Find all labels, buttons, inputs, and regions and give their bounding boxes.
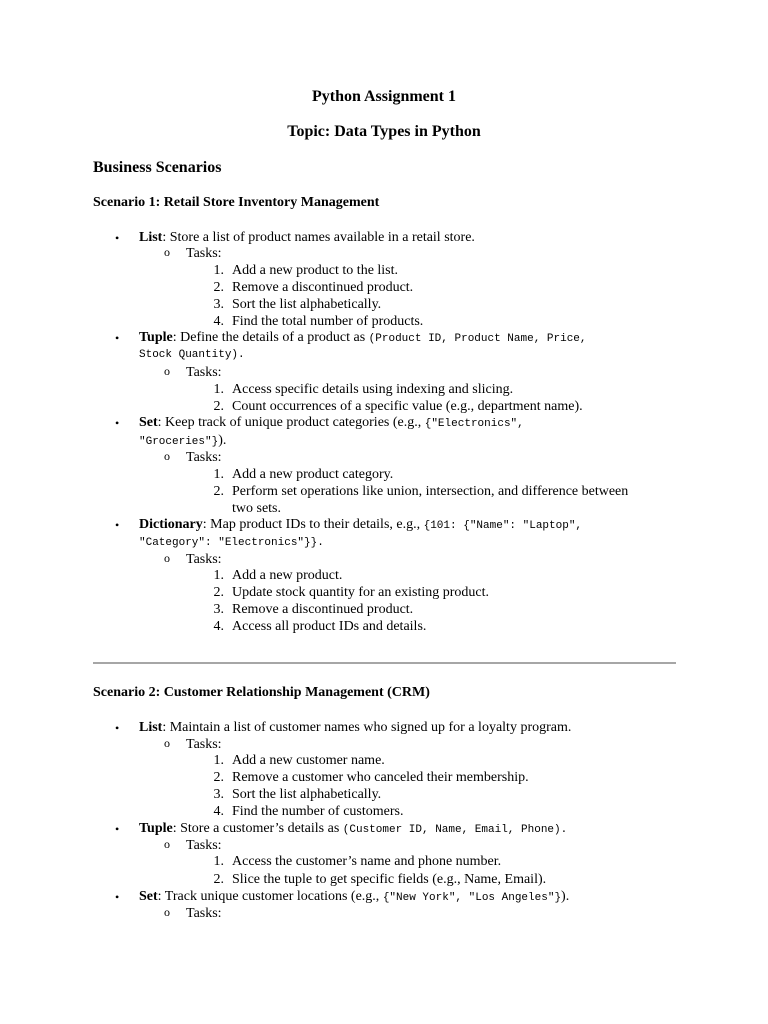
scenario-2-heading: Scenario 2: Customer Relationship Management (CRM) [93, 685, 430, 700]
s2-list-desc: : Maintain a list of customer names who signed up for a loyalty program. [162, 720, 572, 735]
document-topic: Topic: Data Types in Python [287, 123, 481, 140]
s2-list-item [139, 719, 571, 736]
horizontal-rule [93, 662, 676, 664]
s2-set-desc: : Track unique customer locations (e.g., [157, 889, 383, 904]
task-number: 4. [213, 619, 224, 634]
s1-tuple-code: (Product ID, Product Name, Price, [368, 333, 587, 345]
bullet-icon: • [115, 231, 120, 245]
s1-set-code: {"Electronics", [424, 418, 524, 430]
task-text: Find the number of customers. [232, 804, 404, 819]
sub-bullet-icon: o [164, 551, 170, 565]
task-text: Update stock quantity for an existing product. [232, 585, 489, 600]
s1-list-item [139, 229, 475, 246]
task-text: Remove a discontinued product. [232, 280, 414, 295]
task-number: 2. [213, 484, 224, 499]
s2-set-code: {"New York", "Los Angeles"} [382, 892, 562, 904]
section-heading: Business Scenarios [93, 159, 222, 176]
task-text: Access the customer’s name and phone number. [232, 854, 502, 869]
task-text: Access all product IDs and details. [232, 619, 427, 634]
s1-dict-label: Dictionary [139, 517, 203, 532]
s2-tuple-tasks-label: Tasks: [186, 838, 222, 853]
s2-set-tasks-label: Tasks: [186, 906, 222, 921]
task-text: Sort the list alphabetically. [232, 787, 382, 802]
s2-list-tasks-label: Tasks: [186, 737, 222, 752]
sub-bullet-icon: o [164, 837, 170, 851]
bullet-icon: • [115, 890, 120, 904]
s1-tuple-code-cont: Stock Quantity). [139, 349, 245, 361]
task-text: Perform set operations like union, intersection, and difference between [232, 484, 629, 499]
s1-list-label: List [139, 230, 163, 245]
s1-set-tasks-label: Tasks: [186, 450, 222, 465]
task-text: Sort the list alphabetically. [232, 297, 382, 312]
s1-list-desc: : Store a list of product names available in a retail store. [162, 230, 475, 245]
s2-set-label: Set [139, 889, 158, 904]
task-number: 2. [213, 399, 224, 414]
task-number: 4. [213, 804, 224, 819]
task-number: 1. [213, 753, 224, 768]
s2-set-tail: ). [561, 889, 570, 904]
s1-tuple-item [139, 329, 587, 348]
scenario-1-heading: Scenario 1: Retail Store Inventory Management [93, 195, 380, 210]
bullet-icon: • [115, 822, 120, 836]
bullet-icon: • [115, 721, 120, 735]
s1-dict-desc: : Map product IDs to their details, e.g., [202, 517, 424, 532]
document-title: Python Assignment 1 [311, 88, 457, 105]
sub-bullet-icon: o [164, 245, 170, 259]
task-text: Count occurrences of a specific value (e.g., department name). [232, 399, 583, 414]
s1-set-tail: ). [218, 433, 227, 448]
task-number: 1. [213, 854, 224, 869]
s2-tuple-code: (Customer ID, Name, Email, Phone). [342, 824, 568, 836]
task-text: Add a new product to the list. [232, 263, 399, 278]
task-text-cont: two sets. [232, 501, 281, 516]
bullet-icon: • [115, 416, 120, 430]
bullet-icon: • [115, 331, 120, 345]
task-number: 2. [213, 770, 224, 785]
sub-bullet-icon: o [164, 449, 170, 463]
task-number: 4. [213, 314, 224, 329]
task-number: 3. [213, 297, 224, 312]
task-number: 2. [213, 585, 224, 600]
task-number: 1. [213, 263, 224, 278]
task-number: 1. [213, 382, 224, 397]
sub-bullet-icon: o [164, 736, 170, 750]
task-text: Access specific details using indexing and slicing. [232, 382, 514, 397]
s1-set-desc: : Keep track of unique product categories (e.g., [157, 415, 425, 430]
task-number: 1. [213, 467, 224, 482]
task-number: 2. [213, 872, 224, 887]
task-text: Add a new customer name. [232, 753, 385, 768]
s1-set-label: Set [139, 415, 158, 430]
s1-dict-code: {101: {"Name": "Laptop", [423, 520, 583, 532]
sub-bullet-icon: o [164, 364, 170, 378]
task-text: Add a new product category. [232, 467, 394, 482]
task-text: Add a new product. [232, 568, 343, 583]
s2-list-label: List [139, 720, 163, 735]
s1-set-item [139, 414, 524, 433]
task-text: Slice the tuple to get specific fields (e.g., Name, Email). [232, 872, 547, 887]
s1-dict-tasks-label: Tasks: [186, 552, 222, 567]
s1-dict-code-cont: "Category": "Electronics"}}. [139, 537, 324, 549]
task-text: Remove a customer who canceled their membership. [232, 770, 529, 785]
s1-set-code-cont: "Groceries"} [139, 436, 219, 448]
task-number: 2. [213, 280, 224, 295]
s1-tuple-tasks-label: Tasks: [186, 365, 222, 380]
task-number: 3. [213, 602, 224, 617]
task-text: Find the total number of products. [232, 314, 424, 329]
task-number: 3. [213, 787, 224, 802]
s1-tuple-label: Tuple [139, 330, 173, 345]
s2-tuple-label: Tuple [139, 821, 173, 836]
s1-tuple-desc: : Define the details of a product as [172, 330, 369, 345]
s1-list-tasks-label: Tasks: [186, 246, 222, 261]
s1-dict-item [139, 516, 582, 535]
task-text: Remove a discontinued product. [232, 602, 414, 617]
bullet-icon: • [115, 518, 120, 532]
sub-bullet-icon: o [164, 905, 170, 919]
task-number: 1. [213, 568, 224, 583]
s2-tuple-desc: : Store a customer’s details as [172, 821, 343, 836]
